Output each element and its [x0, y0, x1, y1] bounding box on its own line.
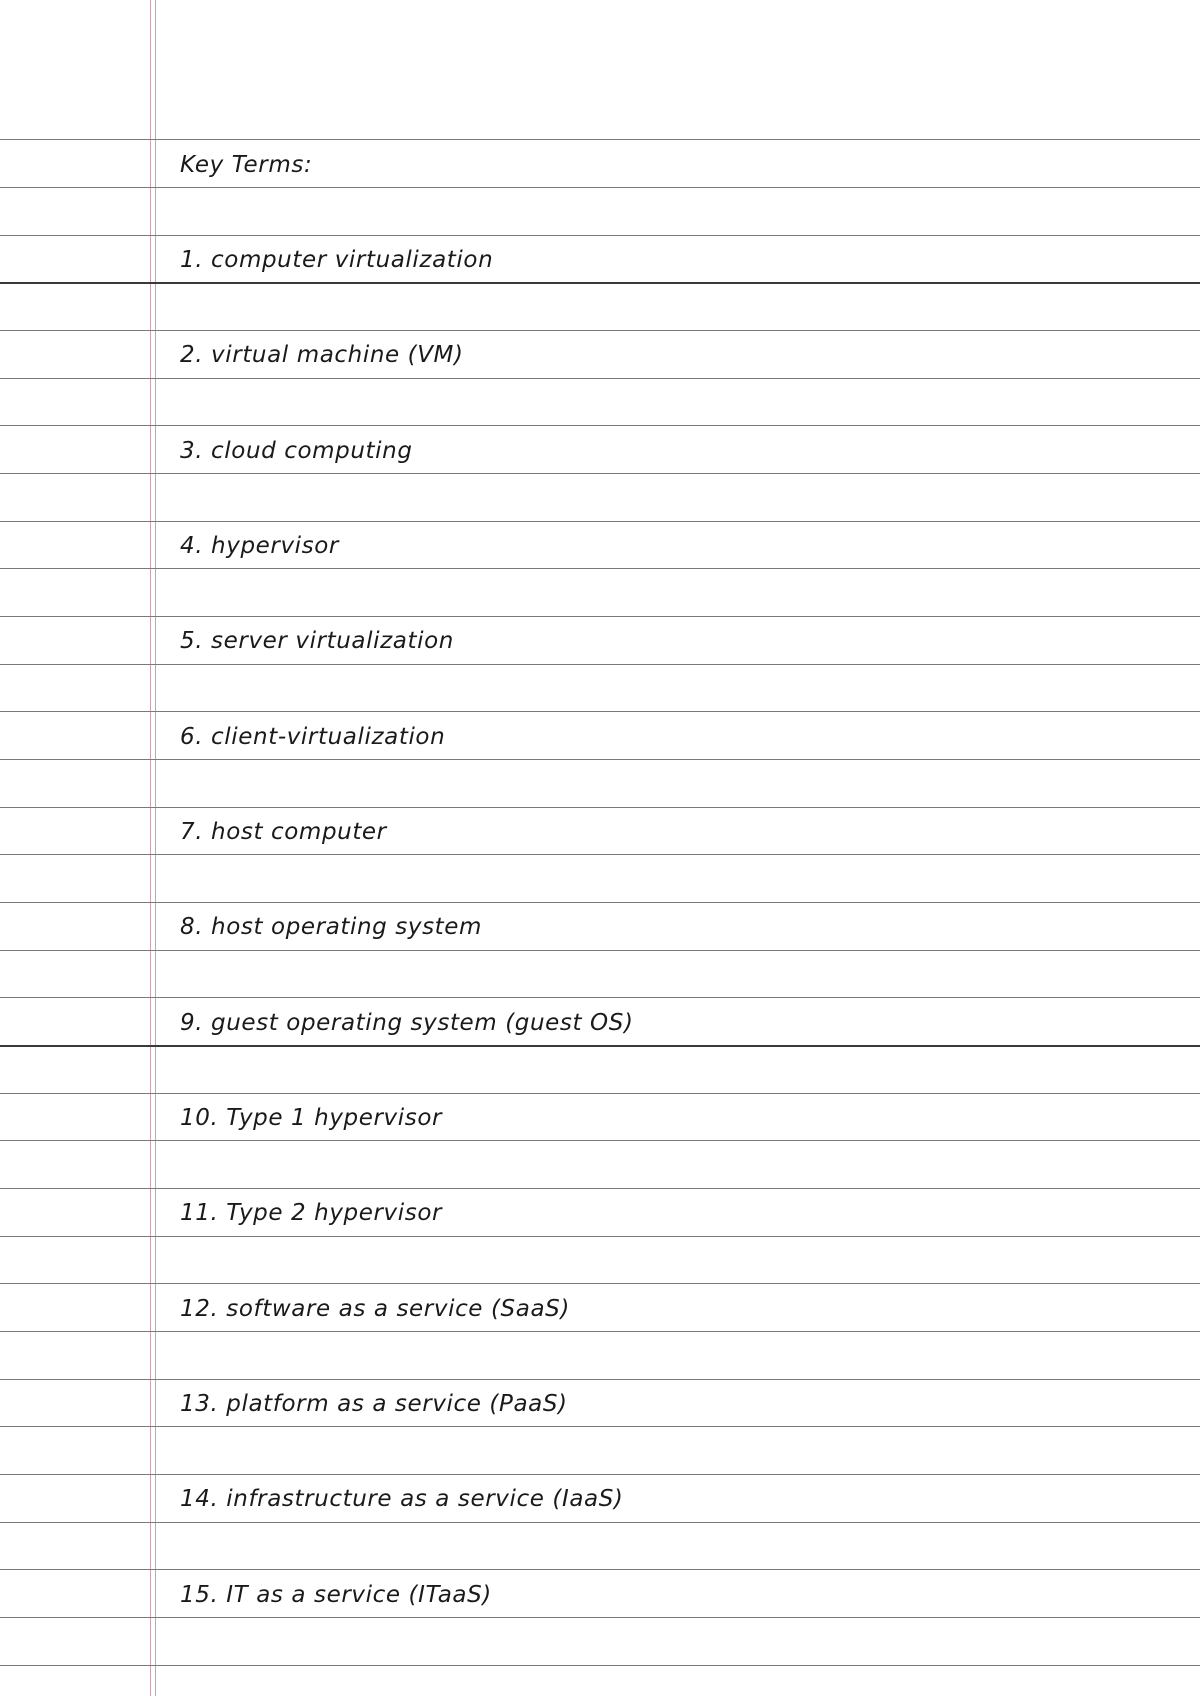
ruled-line [0, 282, 1200, 284]
term-item: 12. software as a service (SaaS) [180, 1296, 570, 1322]
ruled-line [0, 902, 1200, 903]
ruled-line [0, 664, 1200, 665]
term-item: 1. computer virtualization [180, 247, 494, 273]
term-item: 6. client-virtualization [180, 724, 446, 750]
term-item: 3. cloud computing [180, 438, 413, 464]
ruled-line [0, 1665, 1200, 1666]
term-item: 10. Type 1 hypervisor [180, 1105, 443, 1131]
margin-line-left [150, 0, 151, 1696]
term-item: 4. hypervisor [180, 533, 339, 559]
ruled-line [0, 1093, 1200, 1094]
ruled-line [0, 1140, 1200, 1141]
term-item: 2. virtual machine (VM) [180, 342, 464, 368]
term-item: 5. server virtualization [180, 628, 454, 654]
term-item: 15. IT as a service (ITaaS) [180, 1582, 492, 1608]
ruled-line [0, 711, 1200, 712]
ruled-line [0, 1522, 1200, 1523]
ruled-line [0, 330, 1200, 331]
ruled-line [0, 1426, 1200, 1427]
ruled-line [0, 378, 1200, 379]
ruled-line [0, 235, 1200, 236]
ruled-line [0, 187, 1200, 188]
ruled-line [0, 807, 1200, 808]
ruled-line [0, 1569, 1200, 1570]
ruled-line [0, 1236, 1200, 1237]
ruled-line [0, 616, 1200, 617]
key-terms-heading: Key Terms: [180, 152, 313, 178]
ruled-line [0, 1045, 1200, 1047]
ruled-line [0, 1283, 1200, 1284]
ruled-line [0, 473, 1200, 474]
ruled-line [0, 997, 1200, 998]
ruled-line [0, 1617, 1200, 1618]
term-item: 13. platform as a service (PaaS) [180, 1391, 568, 1417]
term-item: 11. Type 2 hypervisor [180, 1200, 443, 1226]
ruled-line [0, 950, 1200, 951]
ruled-line [0, 759, 1200, 760]
ruled-line [0, 1474, 1200, 1475]
ruled-line [0, 139, 1200, 140]
term-item: 7. host computer [180, 819, 387, 845]
ruled-line [0, 854, 1200, 855]
margin-line-right [155, 0, 156, 1696]
term-item: 8. host operating system [180, 914, 483, 940]
ruled-line [0, 568, 1200, 569]
ruled-line [0, 521, 1200, 522]
term-item: 14. infrastructure as a service (IaaS) [180, 1486, 624, 1512]
ruled-line [0, 1188, 1200, 1189]
term-item: 9. guest operating system (guest OS) [180, 1010, 634, 1036]
ruled-line [0, 1379, 1200, 1380]
ruled-line [0, 1331, 1200, 1332]
ruled-line [0, 425, 1200, 426]
